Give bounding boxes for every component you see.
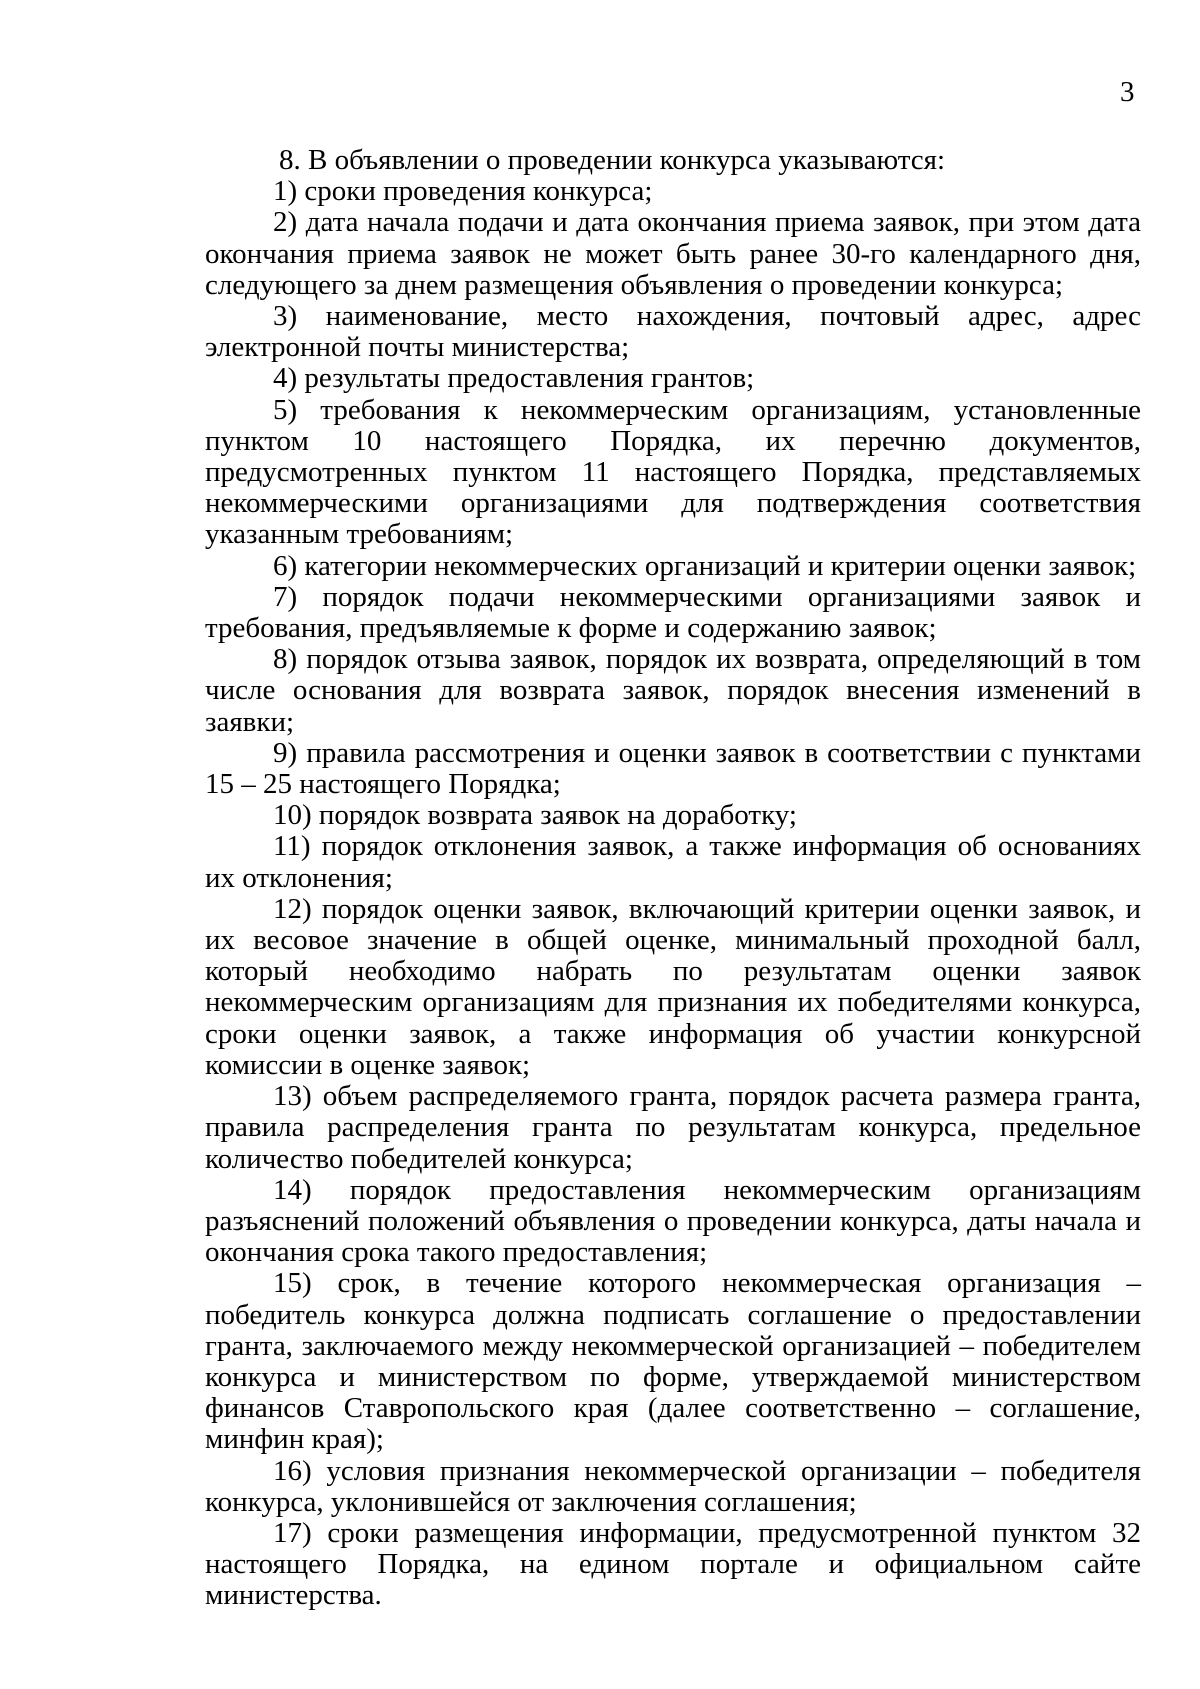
- list-item-9: 9) правила рассмотрения и оценки заявок в соответствии с пунктами 15 – 25 настоящего Порядка;: [205, 736, 1141, 801]
- list-item-16: 16) условия признания некоммерческой организации – победителя конкурса, уклонившейся от заключения соглашения;: [205, 1454, 1141, 1518]
- page-number: 3: [1120, 76, 1135, 108]
- list-item-2: 2) дата начала подачи и дата окончания приема заявок, при этом дата окончания приема заявок не может быть ранее 30-го календарного дня, следующего за днем размещения объявления о проведении конкурса;: [205, 206, 1141, 301]
- section-heading-item-8: 8. В объявлении о проведении конкурса указываются:: [279, 144, 946, 176]
- list-item-4: 4) результаты предоставления грантов;: [273, 362, 755, 395]
- list-item-1: 1) сроки проведения конкурса;: [273, 175, 653, 208]
- list-item-7: 7) порядок подачи некоммерческими организациями заявок и требования, предъявляемые к форме и содержанию заявок;: [205, 580, 1141, 645]
- list-item-10: 10) порядок возврата заявок на доработку;: [273, 799, 797, 832]
- list-item-14: 14) порядок предоставления некоммерческим организациям разъяснений положений объявления о проведении конкурса, даты начала и окончания срока такого предоставления;: [205, 1173, 1141, 1269]
- list-item-12: 12) порядок оценки заявок, включающий критерии оценки заявок, и их весовое значение в общей оценке, минимальный проходной балл, который необходимо набрать по результатам оценки заявок некоммерческим организациям для признания их победителями конкурса, сроки оценки заявок, а также информация об участии конкурсной комиссии в оценке заявок;: [205, 892, 1141, 1081]
- list-item-15: 15) срок, в течение которого некоммерческая организация – победитель конкурса должна подписать соглашение о предоставлении гранта, заключаемого между некоммерческой организацией – победителем конкурса и министерством по форме, утверждаемой министерством финансов Ставропольского края (далее соответственно – соглашение, минфин края);: [205, 1267, 1141, 1456]
- list-item-17: 17) сроки размещения информации, предусмотренной пунктом 32 настоящего Порядка, на едином портале и официальном сайте министерства.: [205, 1516, 1141, 1612]
- list-item-13: 13) объем распределяемого гранта, порядок расчета размера гранта, правила распределения гранта по результатам конкурса, предельное количество победителей конкурса;: [205, 1080, 1141, 1175]
- list-item-3: 3) наименование, место нахождения, почтовый адрес, адрес электронной почты министерства;: [205, 300, 1141, 364]
- list-item-5: 5) требования к некоммерческим организациям, установленные пунктом 10 настоящего Порядка, их перечню документов, предусмотренных пунктом 11 настоящего Порядка, представляемых некоммерческими организациями для подтверждения соответствия указанным требованиям;: [205, 393, 1141, 551]
- list-item-6: 6) категории некоммерческих организаций и критерии оценки заявок;: [273, 549, 1137, 582]
- list-item-8: 8) порядок отзыва заявок, порядок их возврата, определяющий в том числе основания для возврата заявок, порядок внесения изменений в заявки;: [205, 643, 1141, 738]
- document-body: [205, 145, 1141, 1612]
- list-item-11: 11) порядок отклонения заявок, а также информация об основаниях их отклонения;: [205, 830, 1141, 894]
